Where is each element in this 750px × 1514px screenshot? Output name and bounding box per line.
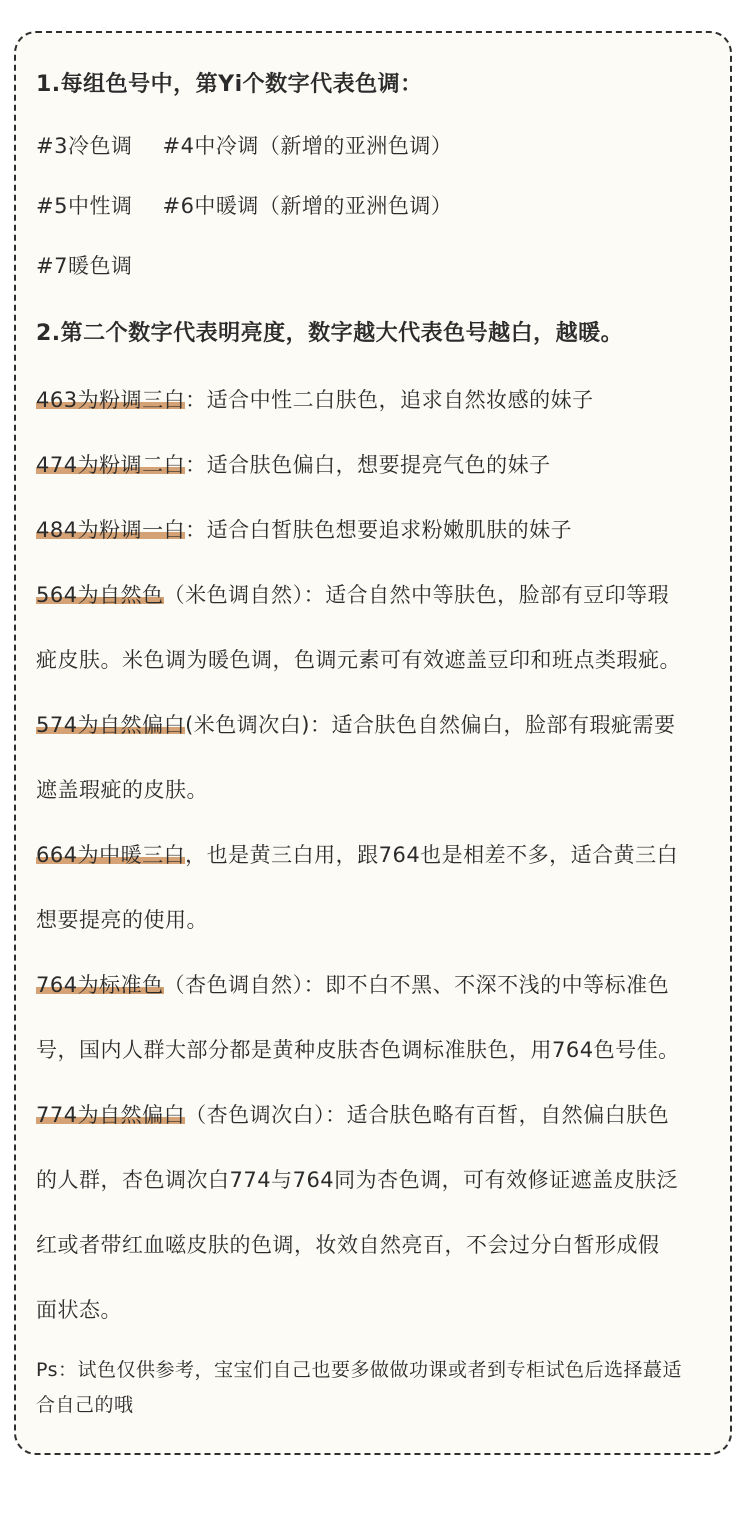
shade-label-highlight: 474为粉调二白 (36, 453, 186, 477)
shade-description: ：适合白皙肤色想要追求粉嫩肌肤的妹子 (185, 518, 573, 542)
tone-7-warm: #7暖色调 (36, 254, 133, 278)
shade-664 (36, 840, 678, 870)
shade-484 (36, 515, 572, 545)
shade-description: （杏色调次白）：适合肤色略有百皙，自然偏白肤色 (185, 1103, 670, 1127)
shade-463 (36, 385, 594, 415)
shade-774 (36, 1100, 669, 1130)
shade-description: (米色调次白)：适合肤色自然偏白，脸部有瑕疵需要 (185, 713, 676, 737)
shade-description: ，也是黄三白用，跟764也是相差不多，适合黄三白 (185, 843, 679, 867)
tone-row-1 (36, 131, 452, 161)
tone-6-mid-warm: #6中暖调（新增的亚洲色调） (162, 194, 453, 218)
shade-574 (36, 710, 675, 740)
shade-label-highlight: 484为粉调一白 (36, 518, 186, 542)
shade-474 (36, 450, 551, 480)
tone-row-3 (36, 251, 132, 281)
shade-description-cont: 面状态。 (36, 1298, 122, 1322)
shade-label-highlight: 774为自然偏白 (36, 1103, 186, 1127)
shade-label-highlight: 664为中暖三白 (36, 843, 186, 867)
shade-label-highlight: 463为粉调三白 (36, 388, 186, 412)
shade-description-cont: 红或者带红血嗞皮肤的色调，妆效自然亮百，不会过分白皙形成假 (36, 1233, 660, 1257)
shade-description-cont: 想要提亮的使用。 (36, 908, 208, 932)
tone-row-2 (36, 191, 452, 221)
section1-heading: 1.每组色号中，第Yi个数字代表色调： (36, 72, 423, 97)
shade-description: ：适合肤色偏白，想要提亮气色的妹子 (185, 453, 551, 477)
shade-description-cont: 的人群，杏色调次白774与764同为杏色调，可有效修证遮盖皮肤泛 (36, 1168, 679, 1192)
shade-description-cont: 号，国内人群大部分都是黄种皮肤杏色调标准肤色，用764色号佳。 (36, 1038, 680, 1062)
shade-description: （杏色调自然）：即不白不黑、不深不浅的中等标准色 (163, 973, 670, 997)
shade-label-highlight: 764为标准色 (36, 973, 164, 997)
tone-5-neutral: #5中性调 (36, 194, 133, 218)
shade-description-cont: 遮盖瑕疵的皮肤。 (36, 778, 208, 802)
shade-764 (36, 970, 669, 1000)
tone-4-mid-cool: #4中冷调（新增的亚洲色调） (162, 134, 453, 158)
shade-description-cont: 疵皮肤。米色调为暖色调，色调元素可有效遮盖豆印和班点类瑕疵。 (36, 648, 681, 672)
shade-description: ：适合中性二白肤色，追求自然妆感的妹子 (185, 388, 594, 412)
shade-label-highlight: 574为自然偏白 (36, 713, 186, 737)
shade-label-highlight: 564为自然色 (36, 583, 164, 607)
shade-564 (36, 580, 669, 610)
tone-3-cool: #3冷色调 (36, 134, 133, 158)
shade-description: （米色调自然）：适合自然中等肤色，脸部有豆印等瑕 (163, 583, 670, 607)
ps-note: Ps：试色仅供参考，宝宝们自己也要多做做功课或者到专柜试色后选择蕞适 (36, 1359, 683, 1381)
section2-heading: 2.第二个数字代表明亮度，数字越大代表色号越白，越暖。 (36, 321, 624, 346)
ps-note-cont: 合自己的哦 (36, 1394, 134, 1416)
